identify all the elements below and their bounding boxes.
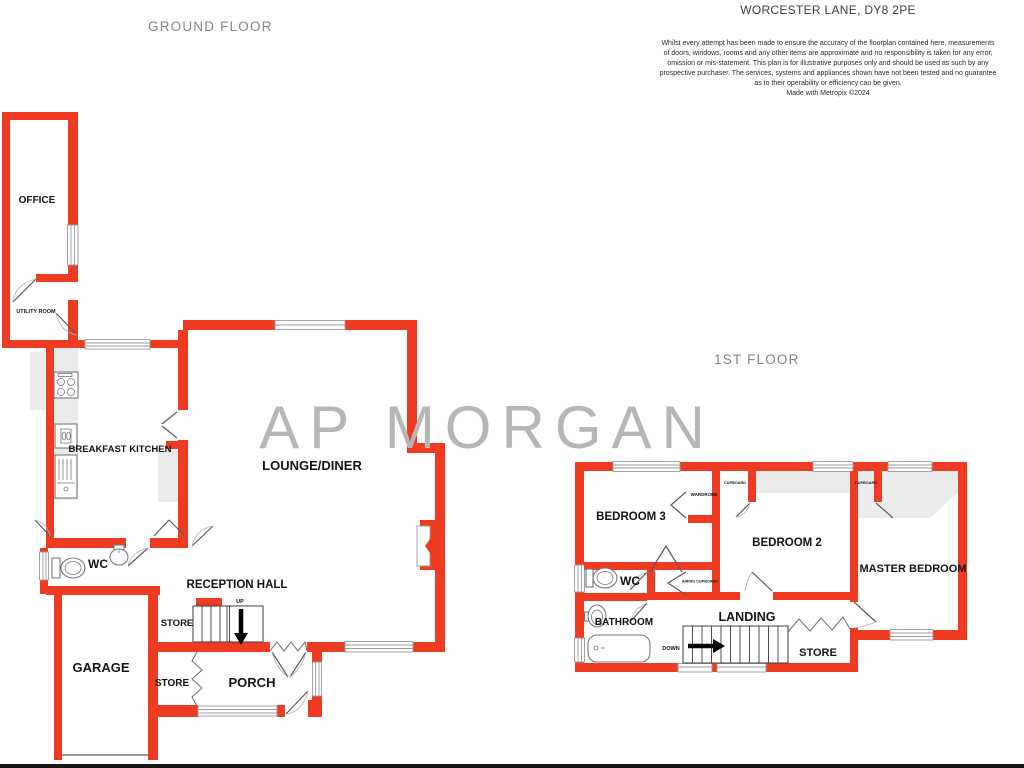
metropix-credit: Made with Metropix ©2024 [786, 90, 870, 97]
porch-side-window [313, 662, 322, 696]
disclaimer-line: as to their operability or efficiency can be given. [754, 80, 902, 87]
label-cupboard-master: CUPBOARD [855, 481, 877, 485]
store-porch-zigzag [192, 652, 202, 706]
disclaimer-line: omission or mis-statement. This plan is for illustrative purposes only and should be used as such by any [667, 60, 989, 67]
label-bedroom3: BEDROOM 3 [596, 511, 666, 523]
label-kitchen: BREAKFAST KITCHEN [68, 444, 172, 455]
office-window [68, 225, 79, 265]
label-landing: LANDING [718, 610, 776, 624]
disclaimer-line: prospective purchaser. The services, systems and appliances shown have not been tested and no guarantee [659, 70, 997, 77]
toilet-icon [52, 558, 85, 578]
label-reception: RECEPTION HALL [186, 579, 288, 591]
archway-zigzag [270, 642, 307, 651]
label-up: UP [236, 599, 244, 605]
landing-store-zigzag [788, 617, 850, 632]
label-wardrobe: WARDROBE [690, 492, 718, 497]
label-store-porch: STORE [154, 678, 190, 689]
lounge-top-window [275, 321, 345, 330]
hob-icon [54, 372, 78, 398]
stairs-up [193, 598, 263, 645]
label-wc-ground: WC [88, 557, 108, 571]
label-store-stairs: STORE [160, 618, 194, 629]
bottom-bar [0, 764, 1024, 768]
first-floor-title: 1ST FLOOR [714, 352, 800, 367]
lounge-bottom-window [345, 642, 413, 653]
label-store-first: STORE [799, 647, 837, 659]
fireplace [417, 520, 436, 570]
label-garage: GARAGE [72, 660, 130, 675]
label-airing: AIRING CUPBOARD [681, 579, 719, 584]
label-bathroom: BATHROOM [594, 617, 654, 628]
fridge-icon [55, 455, 77, 498]
label-down: DOWN [662, 646, 680, 652]
disclaimer-text [626, 39, 1024, 99]
ground-floor-title: GROUND FLOOR [148, 19, 273, 34]
toilet-icon-first [586, 568, 617, 588]
property-address: WORCESTER LANE, DY8 2PE [740, 3, 916, 17]
label-bedroom2: BEDROOM 2 [752, 537, 822, 549]
label-utility: UTILITY ROOM [16, 309, 56, 315]
agency-watermark: AP MORGAN [259, 394, 715, 461]
label-office: OFFICE [18, 195, 56, 206]
label-porch: PORCH [228, 675, 276, 690]
porch-bottom-window [198, 706, 277, 716]
label-lounge: LOUNGE/DINER [262, 458, 362, 473]
bathtub-icon [588, 635, 650, 662]
wc-window [40, 552, 49, 580]
disclaimer-line: Whilst every attempt has been made to ensure the accuracy of the floorplan contained here, measurements [661, 40, 995, 47]
label-cupboard-b2: CUPBOARD [724, 481, 746, 485]
label-master: MASTER BEDROOM [859, 563, 967, 575]
disclaimer-line: of doors, windows, rooms and any other items are approximate and no responsibility is taken for any error, [663, 50, 993, 57]
label-wc-first: WC [620, 574, 640, 588]
first-floor-plan [575, 462, 968, 673]
kitchen-window [85, 340, 150, 350]
stairs-down [683, 626, 788, 663]
